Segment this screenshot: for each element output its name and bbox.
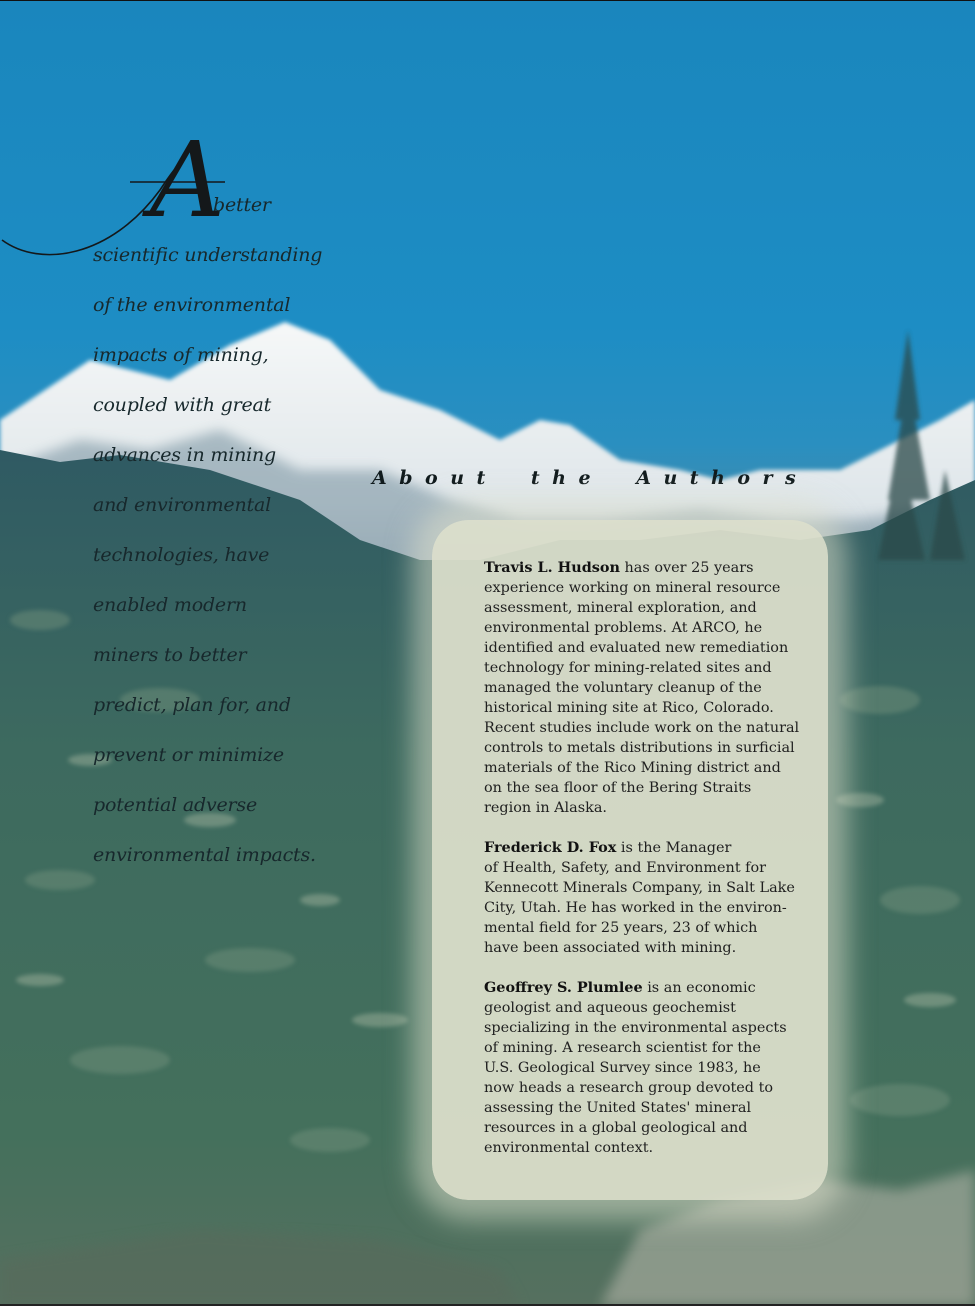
bio-line: Kennecott Minerals Company, in Salt Lake [484,880,795,896]
pull-quote-line: prevent or minimize [93,744,284,766]
bio-line: assessment, mineral exploration, and [484,600,757,616]
pull-quote-line: and environmental [93,494,271,516]
author-name: Frederick D. Fox [484,839,617,856]
pull-quote-line: scientific understanding [93,244,323,266]
bio-line: on the sea floor of the Bering Straits [484,780,752,796]
pull-quote-line: environmental impacts. [93,844,316,866]
pull-quote-line: impacts of mining, [93,344,269,366]
author-bio-fox [484,838,804,958]
section-title-about-the-authors: About the Authors [372,467,809,489]
bio-line: U.S. Geological Survey since 1983, he [484,1060,761,1076]
bio-line: experience working on mineral resource [484,580,781,596]
bio-line: now heads a research group devoted to [484,1080,774,1096]
bio-text: is the Manager [616,840,732,856]
pull-quote-line: better [213,194,271,216]
bio-line: environmental context. [484,1140,654,1156]
bio-line: City, Utah. He has worked in the environ- [484,900,787,916]
author-bio-hudson [484,558,804,818]
pull-quote-line: advances in mining [93,444,277,466]
pull-quote-line: miners to better [93,644,247,666]
bio-text: has over 25 years [619,560,754,576]
bio-line: region in Alaska. [484,800,607,816]
bio-line: specializing in the environmental aspects [484,1020,787,1036]
drop-cap-letter: A [150,120,226,241]
bio-line: Recent studies include work on the natural [484,720,800,736]
bio-line: managed the voluntary cleanup of the [484,680,762,696]
bio-line: geologist and aqueous geochemist [484,1000,736,1016]
bio-line: of Health, Safety, and Environment for [484,860,767,876]
pull-quote-line: potential adverse [93,794,258,816]
bio-line: identified and evaluated new remediation [484,640,789,656]
bio-line: assessing the United States' mineral [484,1100,752,1116]
pull-quote-line: enabled modern [93,594,247,616]
pull-quote-line: predict, plan for, and [93,694,291,716]
bio-text: is an economic [642,980,756,996]
top-border [0,0,975,1]
pull-quote-line: technologies, have [93,544,270,566]
bio-line: have been associated with mining. [484,940,737,956]
author-name: Geoffrey S. Plumlee [484,979,643,996]
bio-line: resources in a global geological and [484,1120,748,1136]
bio-line: environmental problems. At ARCO, he [484,620,763,636]
bio-line: historical mining site at Rico, Colorado. [484,700,774,716]
author-bios [484,558,804,1178]
author-name: Travis L. Hudson [484,559,620,576]
bio-line: materials of the Rico Mining district and [484,760,781,776]
pull-quote-line: coupled with great [93,394,272,416]
pull-quote-line: of the environmental [93,294,291,316]
bio-line: of mining. A research scientist for the [484,1040,761,1056]
bio-line: controls to metals distributions in surficial [484,740,795,756]
bio-line: technology for mining-related sites and [484,660,772,676]
author-bio-plumlee [484,978,804,1158]
bio-line: mental field for 25 years, 23 of which [484,920,758,936]
